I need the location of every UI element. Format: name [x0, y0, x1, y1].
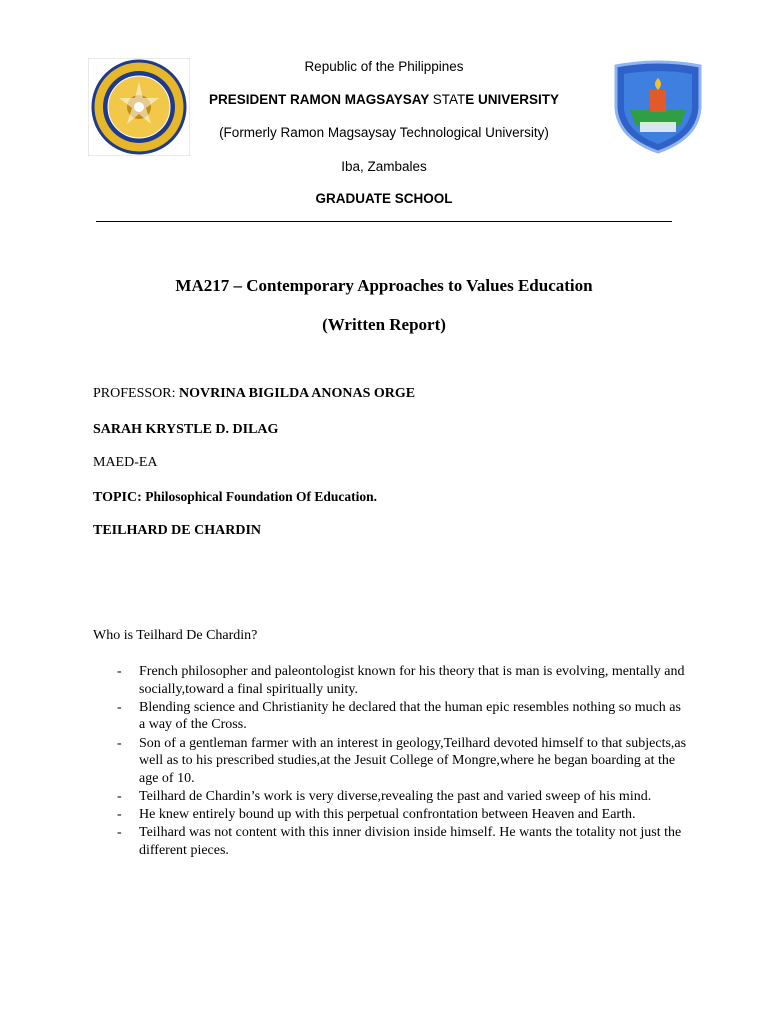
topic-line: [93, 489, 377, 506]
university-name-part2: STAT: [432, 92, 466, 107]
professor-name: NOVRINA BIGILDA ANONAS ORGE: [178, 386, 416, 401]
list-item: [117, 788, 687, 806]
bullet-dash: -: [117, 807, 122, 823]
bullet-text: He knew entirely bound up with this perpetual confrontation between Heaven and Earth.: [139, 807, 636, 823]
subject-heading: TEILHARD DE CHARDIN: [93, 523, 262, 538]
list-item: [117, 806, 687, 824]
program: MAED-EA: [93, 455, 158, 470]
list-item: [117, 699, 687, 734]
list-item: [117, 663, 687, 698]
location-line: Iba, Zambales: [341, 159, 427, 174]
bullet-text: Son of a gentleman farmer with an interest in geology,Teilhard devoted himself to that subjects,as well as to his prescribed studies,at the Jesuit College of Mongre,where he began boarding at the age of 10.: [139, 735, 687, 786]
bullet-dash: -: [117, 788, 122, 804]
bullet-dash: -: [117, 699, 122, 715]
republic-line: Republic of the Philippines: [304, 59, 464, 74]
professor-label: PROFESSOR:: [93, 386, 179, 401]
bullet-dash: -: [117, 664, 122, 679]
bullet-text: Teilhard de Chardin’s work is very diverse,revealing the past and varied sweep of his mind.: [139, 788, 652, 804]
list-item: [117, 735, 687, 788]
university-name-part3: E UNIVERSITY: [465, 92, 560, 107]
list-item: [117, 824, 687, 859]
header-divider: [96, 221, 672, 222]
topic-label: TOPIC:: [93, 490, 146, 505]
topic-text: Philosophical Foundation Of Education.: [145, 489, 378, 504]
university-name: [0, 92, 768, 107]
student-name: SARAH KRYSTLE D. DILAG: [93, 422, 279, 437]
bullet-text: French philosopher and paleontologist known for his theory that is man is evolving, mentally and socially,toward a final spiritually unity.: [139, 664, 685, 697]
bullet-dash: -: [117, 825, 122, 841]
question-heading: Who is Teilhard De Chardin?: [93, 628, 258, 643]
bullet-text: Blending science and Christianity he declared that the human epic resembles nothing so much as a way of the Cross.: [139, 699, 681, 733]
report-subtitle: (Written Report): [322, 315, 446, 334]
bullet-dash: -: [117, 735, 122, 751]
bullet-list: [117, 663, 687, 860]
formerly-line: (Formerly Ramon Magsaysay Technological University): [219, 125, 549, 140]
bullet-text: Teilhard was not content with this inner division inside himself. He wants the totality not just the different pieces.: [139, 825, 682, 858]
school-name: GRADUATE SCHOOL: [315, 191, 453, 206]
professor-line: [93, 386, 415, 402]
course-title: MA217 – Contemporary Approaches to Values Education: [175, 276, 593, 295]
university-name-part1: PRESIDENT RAMON MAGSAYSAY: [208, 92, 433, 107]
